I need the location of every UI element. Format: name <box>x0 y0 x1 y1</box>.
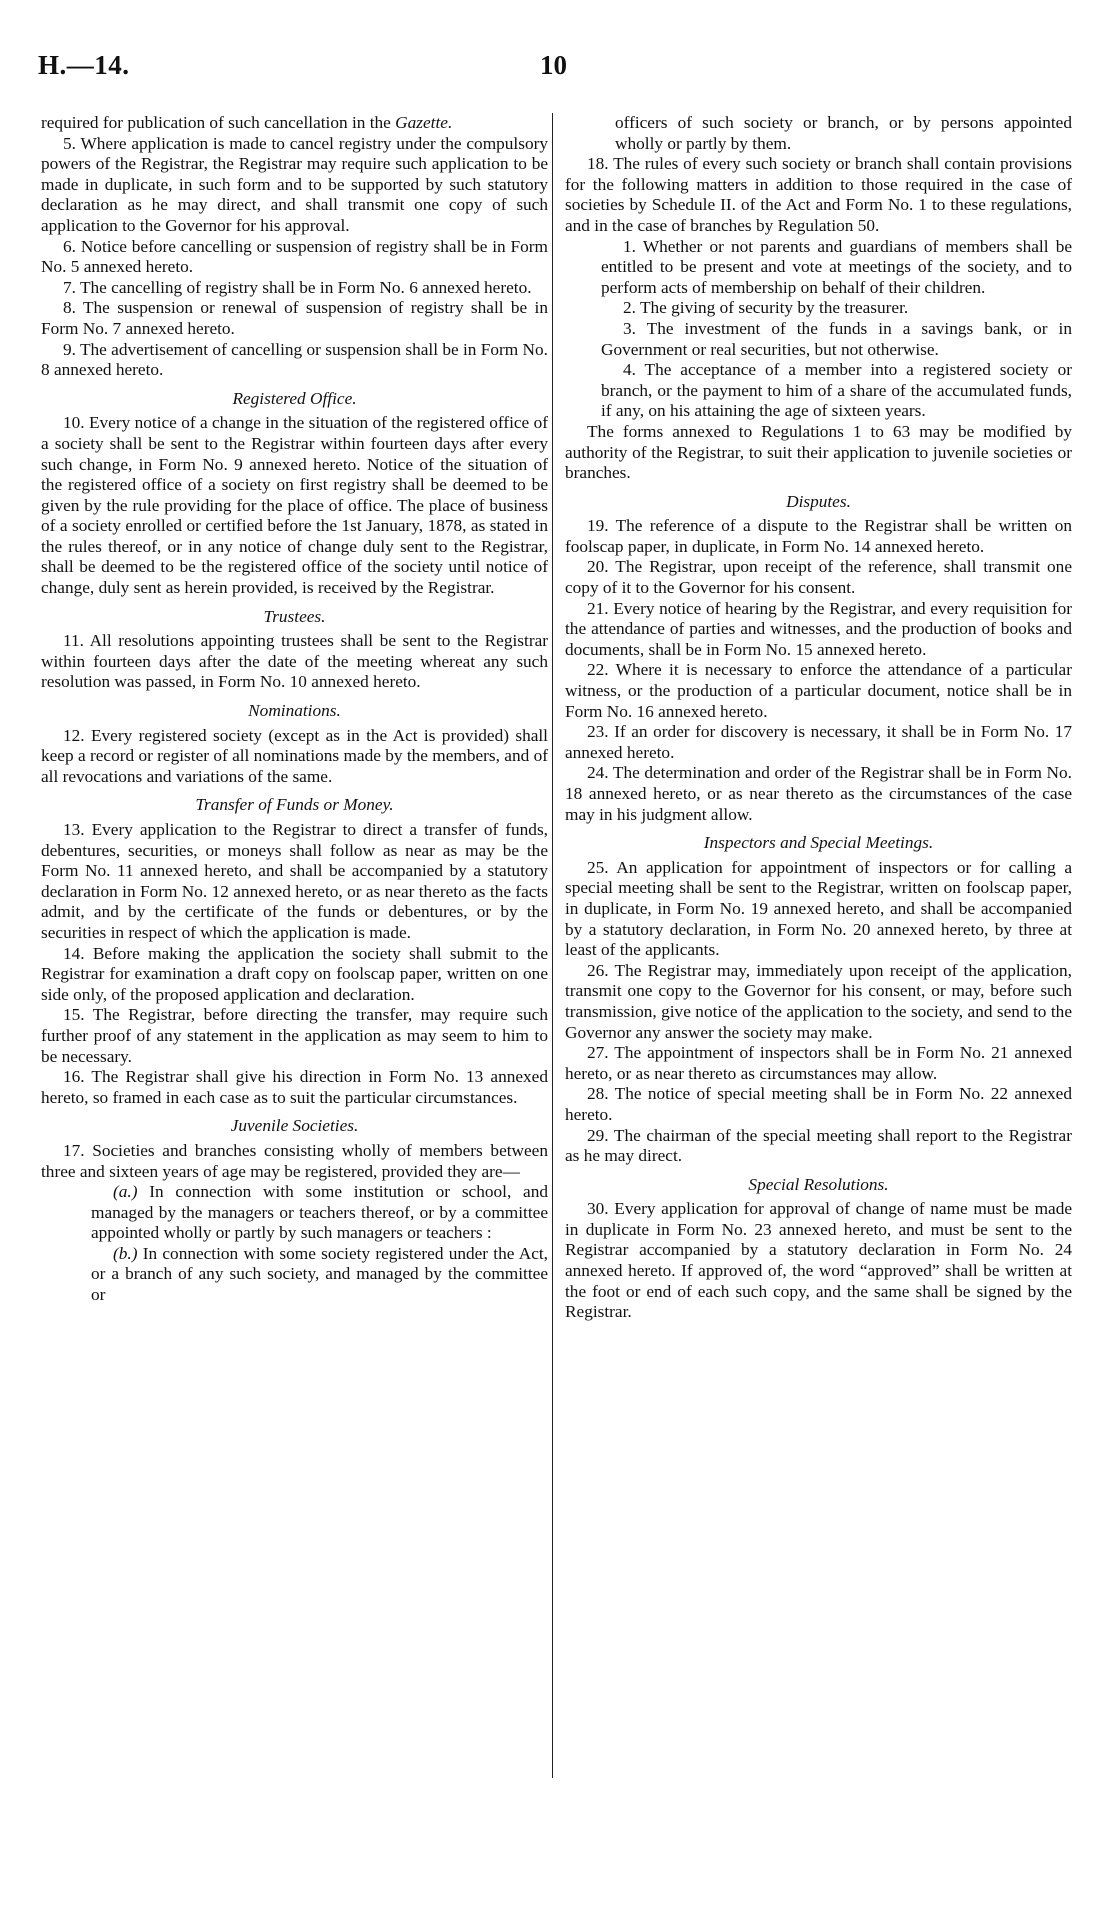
list-item-4: 4. The acceptance of a member into a registered society or branch, or the payment to him of a share of the accumulated funds, if any, on his attaining the age of sixteen years. <box>601 360 1072 421</box>
document-reference: H.—14. <box>38 50 130 80</box>
heading-inspectors-special-meetings: Inspectors and Special Meetings. <box>703 833 934 853</box>
paragraph-15: 15. The Registrar, before directing the transfer, may require such further proof of any statement in the application as may seem to him to be necessary. <box>41 1005 548 1066</box>
paragraph-5: 5. Where application is made to cancel registry under the compulsory powers of the Registrar, the Registrar may require such application to be made in duplicate, in such form and to be supported by such statutory declaration as he may direct, and shall transmit one copy of such application to the Governor for his approval. <box>41 133 548 235</box>
paragraph-28: 28. The notice of special meeting shall be in Form No. 22 annexed hereto. <box>565 1084 1072 1124</box>
paragraph-8: 8. The suspension or renewal of suspension of registry shall be in Form No. 7 annexed hereto. <box>41 298 548 338</box>
paragraph-13: 13. Every application to the Registrar to direct a transfer of funds, debentures, securities, or moneys shall follow as near as may be the Form No. 11 annexed hereto, and shall be accompanied by a statutory declaration in Form No. 12 annexed hereto, or as near thereto as the facts admit, and by the certificate of the funds or debentures, or by the securities in respect of which the application is made. <box>41 820 548 942</box>
gazette-word: Gazette. <box>395 113 453 132</box>
paragraph-21: 21. Every notice of hearing by the Registrar, and every requisition for the attendance of parties and witnesses, and the production of books and documents, shall be in Form No. 15 annexed hereto. <box>565 598 1072 659</box>
list-item-b-continuation: officers of such society or branch, or by persons appointed wholly or partly by them. <box>615 113 1072 153</box>
paragraph-18: 18. The rules of every such society or branch shall contain provisions for the following matters in addition to those required in the case of societies by Schedule II. of the Act and Form No. 1 to these regulations, and in the case of branches by Regulation 50. <box>565 154 1072 235</box>
heading-nominations: Nominations. <box>248 701 341 721</box>
paragraph-19: 19. The reference of a dispute to the Registrar shall be written on foolscap paper, in duplicate, in Form No. 14 annexed hereto. <box>565 516 1072 556</box>
paragraph-9: 9. The advertisement of cancelling or suspension shall be in Form No. 8 annexed hereto. <box>41 339 548 380</box>
page-number: 10 <box>540 50 567 80</box>
heading-registered-office: Registered Office. <box>232 388 357 408</box>
paragraph-26: 26. The Registrar may, immediately upon receipt of the application, transmit one copy to the Governor for his consent, or may, before such transmission, give notice of the application to the society, and send to the Governor any answer the society may make. <box>565 960 1072 1042</box>
paragraph-25: 25. An application for appointment of inspectors or for calling a special meeting shall be sent to the Registrar, written on foolscap paper, in duplicate, in Form No. 19 annexed hereto, and shall be accompanied by a statutory declaration, in Form No. 20 annexed hereto, by three at least of the applicants. <box>565 857 1072 960</box>
paragraph-6: 6. Notice before cancelling or suspension of registry shall be in Form No. 5 annexed hereto. <box>41 236 548 277</box>
paragraph-12: 12. Every registered society (except as in the Act is provided) shall keep a record or register of all nominations made by the members, and of all revocations and variations of the same. <box>41 725 548 786</box>
paragraph-11: 11. All resolutions appointing trustees shall be sent to the Registrar within fourteen days after the date of the meeting whereat any such resolution was passed, in Form No. 10 annexed hereto. <box>41 631 548 692</box>
heading-transfer-of-funds: Transfer of Funds or Money. <box>195 795 394 815</box>
list-item-3: 3. The investment of the funds in a savings bank, or in Government or real securities, but not otherwise. <box>601 318 1072 359</box>
list-item-1: 1. Whether or not parents and guardians of members shall be entitled to be present and vote at meetings of the society, and to perform acts of membership on behalf of their children. <box>601 236 1072 297</box>
heading-trustees: Trustees. <box>263 606 326 626</box>
paragraph-27: 27. The appointment of inspectors shall be in Form No. 21 annexed hereto, or as near thereto as circumstances may allow. <box>565 1043 1072 1083</box>
column-divider <box>552 113 553 1778</box>
heading-special-resolutions: Special Resolutions. <box>748 1174 889 1194</box>
paragraph-24: 24. The determination and order of the Registrar shall be in Form No. 18 annexed hereto, or as near thereto as the circumstances of the case may in his judgment allow. <box>565 763 1072 824</box>
paragraph-20: 20. The Registrar, upon receipt of the reference, shall transmit one copy of it to the Governor for his consent. <box>565 557 1072 598</box>
paragraph-30: 30. Every application for approval of change of name must be made in duplicate in Form No. 23 annexed hereto, and must be sent to the Registrar accompanied by a statutory declaration in Form No. 24 annexed hereto. If approved of, the word “approved” shall be written at the foot or end of each such copy, and the same shall be signed by the Registrar. <box>565 1199 1072 1322</box>
heading-juvenile-societies: Juvenile Societies. <box>230 1116 359 1136</box>
paragraph-7: 7. The cancelling of registry shall be in Form No. 6 annexed hereto. <box>63 277 532 297</box>
left-column <box>41 113 548 1306</box>
right-column <box>565 113 1072 1323</box>
heading-disputes: Disputes. <box>786 491 851 511</box>
paragraph-10: 10. Every notice of a change in the situation of the registered office of a society shall be sent to the Registrar within fourteen days after every such change, in Form No. 9 annexed hereto. Notice of the situation of the registered office of a society on first registry shall be deemed to be given by the rule providing for the place of office. The place of business of a society enrolled or certified before the 1st January, 1878, as stated in the rules thereof, or in any notice of change duly sent to the Registrar, shall be deemed to be the registered office of the society until notice of change, duly sent as herein provided, is received by the Registrar. <box>41 413 548 598</box>
list-item-b: (b.) In connection with some society registered under the Act, or a branch of any such society, and managed by the committee or <box>91 1243 548 1305</box>
paragraph-continuation: required for publication of such cancellation in the Gazette. <box>41 113 453 132</box>
paragraph-16: 16. The Registrar shall give his direction in Form No. 13 annexed hereto, so framed in each case as to suit the particular circumstances. <box>41 1067 548 1107</box>
paragraph-14: 14. Before making the application the society shall submit to the Registrar for examination a draft copy on foolscap paper, written on one side only, of the proposed application and declaration. <box>41 943 548 1004</box>
paragraph-29: 29. The chairman of the special meeting shall report to the Registrar as he may direct. <box>565 1125 1072 1166</box>
paragraph-17: 17. Societies and branches consisting wholly of members between three and sixteen years of age may be registered, provided they are— <box>41 1140 548 1181</box>
list-item-a: (a.) In connection with some institution or school, and managed by the managers or teachers thereof, or by a committee appointed wholly or partly by such managers or teachers : <box>91 1182 548 1243</box>
paragraph-22: 22. Where it is necessary to enforce the attendance of a particular witness, or the production of a particular document, notice shall be in Form No. 16 annexed hereto. <box>565 660 1072 721</box>
page-header <box>0 50 1114 90</box>
list-item-2: 2. The giving of security by the treasurer. <box>623 298 909 318</box>
paragraph-23: 23. If an order for discovery is necessary, it shall be in Form No. 17 annexed hereto. <box>565 722 1072 762</box>
paragraph-forms-modified: The forms annexed to Regulations 1 to 63 may be modified by authority of the Registrar, to suit their application to juvenile societies or branches. <box>565 421 1072 483</box>
